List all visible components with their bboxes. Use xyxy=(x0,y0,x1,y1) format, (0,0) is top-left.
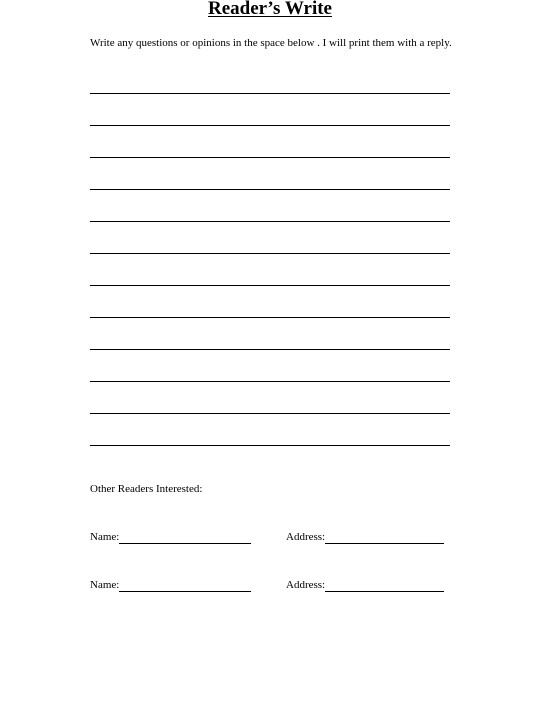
address-blank[interactable] xyxy=(325,532,444,544)
name-label: Name: xyxy=(90,579,120,591)
writing-line[interactable] xyxy=(90,221,450,222)
writing-line[interactable] xyxy=(90,413,450,414)
page-title: Reader’s Write xyxy=(208,0,332,19)
name-blank[interactable] xyxy=(119,580,251,592)
address-label: Address: xyxy=(286,579,326,591)
instructions-text: Write any questions or opinions in the space below . I will print them with a reply. xyxy=(90,37,452,49)
writing-area[interactable] xyxy=(90,0,450,721)
writing-line[interactable] xyxy=(90,189,450,190)
writing-line[interactable] xyxy=(90,285,450,286)
name-blank[interactable] xyxy=(119,532,251,544)
contact-row xyxy=(90,530,450,546)
contact-row xyxy=(90,578,450,594)
address-field xyxy=(286,530,444,544)
writing-line[interactable] xyxy=(90,93,450,94)
address-blank[interactable] xyxy=(325,580,444,592)
address-field xyxy=(286,578,444,592)
other-readers-label: Other Readers Interested: xyxy=(90,483,203,495)
writing-line[interactable] xyxy=(90,381,450,382)
writing-line[interactable] xyxy=(90,349,450,350)
writing-line[interactable] xyxy=(90,445,450,446)
writing-line[interactable] xyxy=(90,157,450,158)
name-label: Name: xyxy=(90,531,120,543)
name-field xyxy=(90,530,251,544)
writing-line[interactable] xyxy=(90,253,450,254)
writing-line[interactable] xyxy=(90,317,450,318)
writing-line[interactable] xyxy=(90,125,450,126)
address-label: Address: xyxy=(286,531,326,543)
name-field xyxy=(90,578,251,592)
